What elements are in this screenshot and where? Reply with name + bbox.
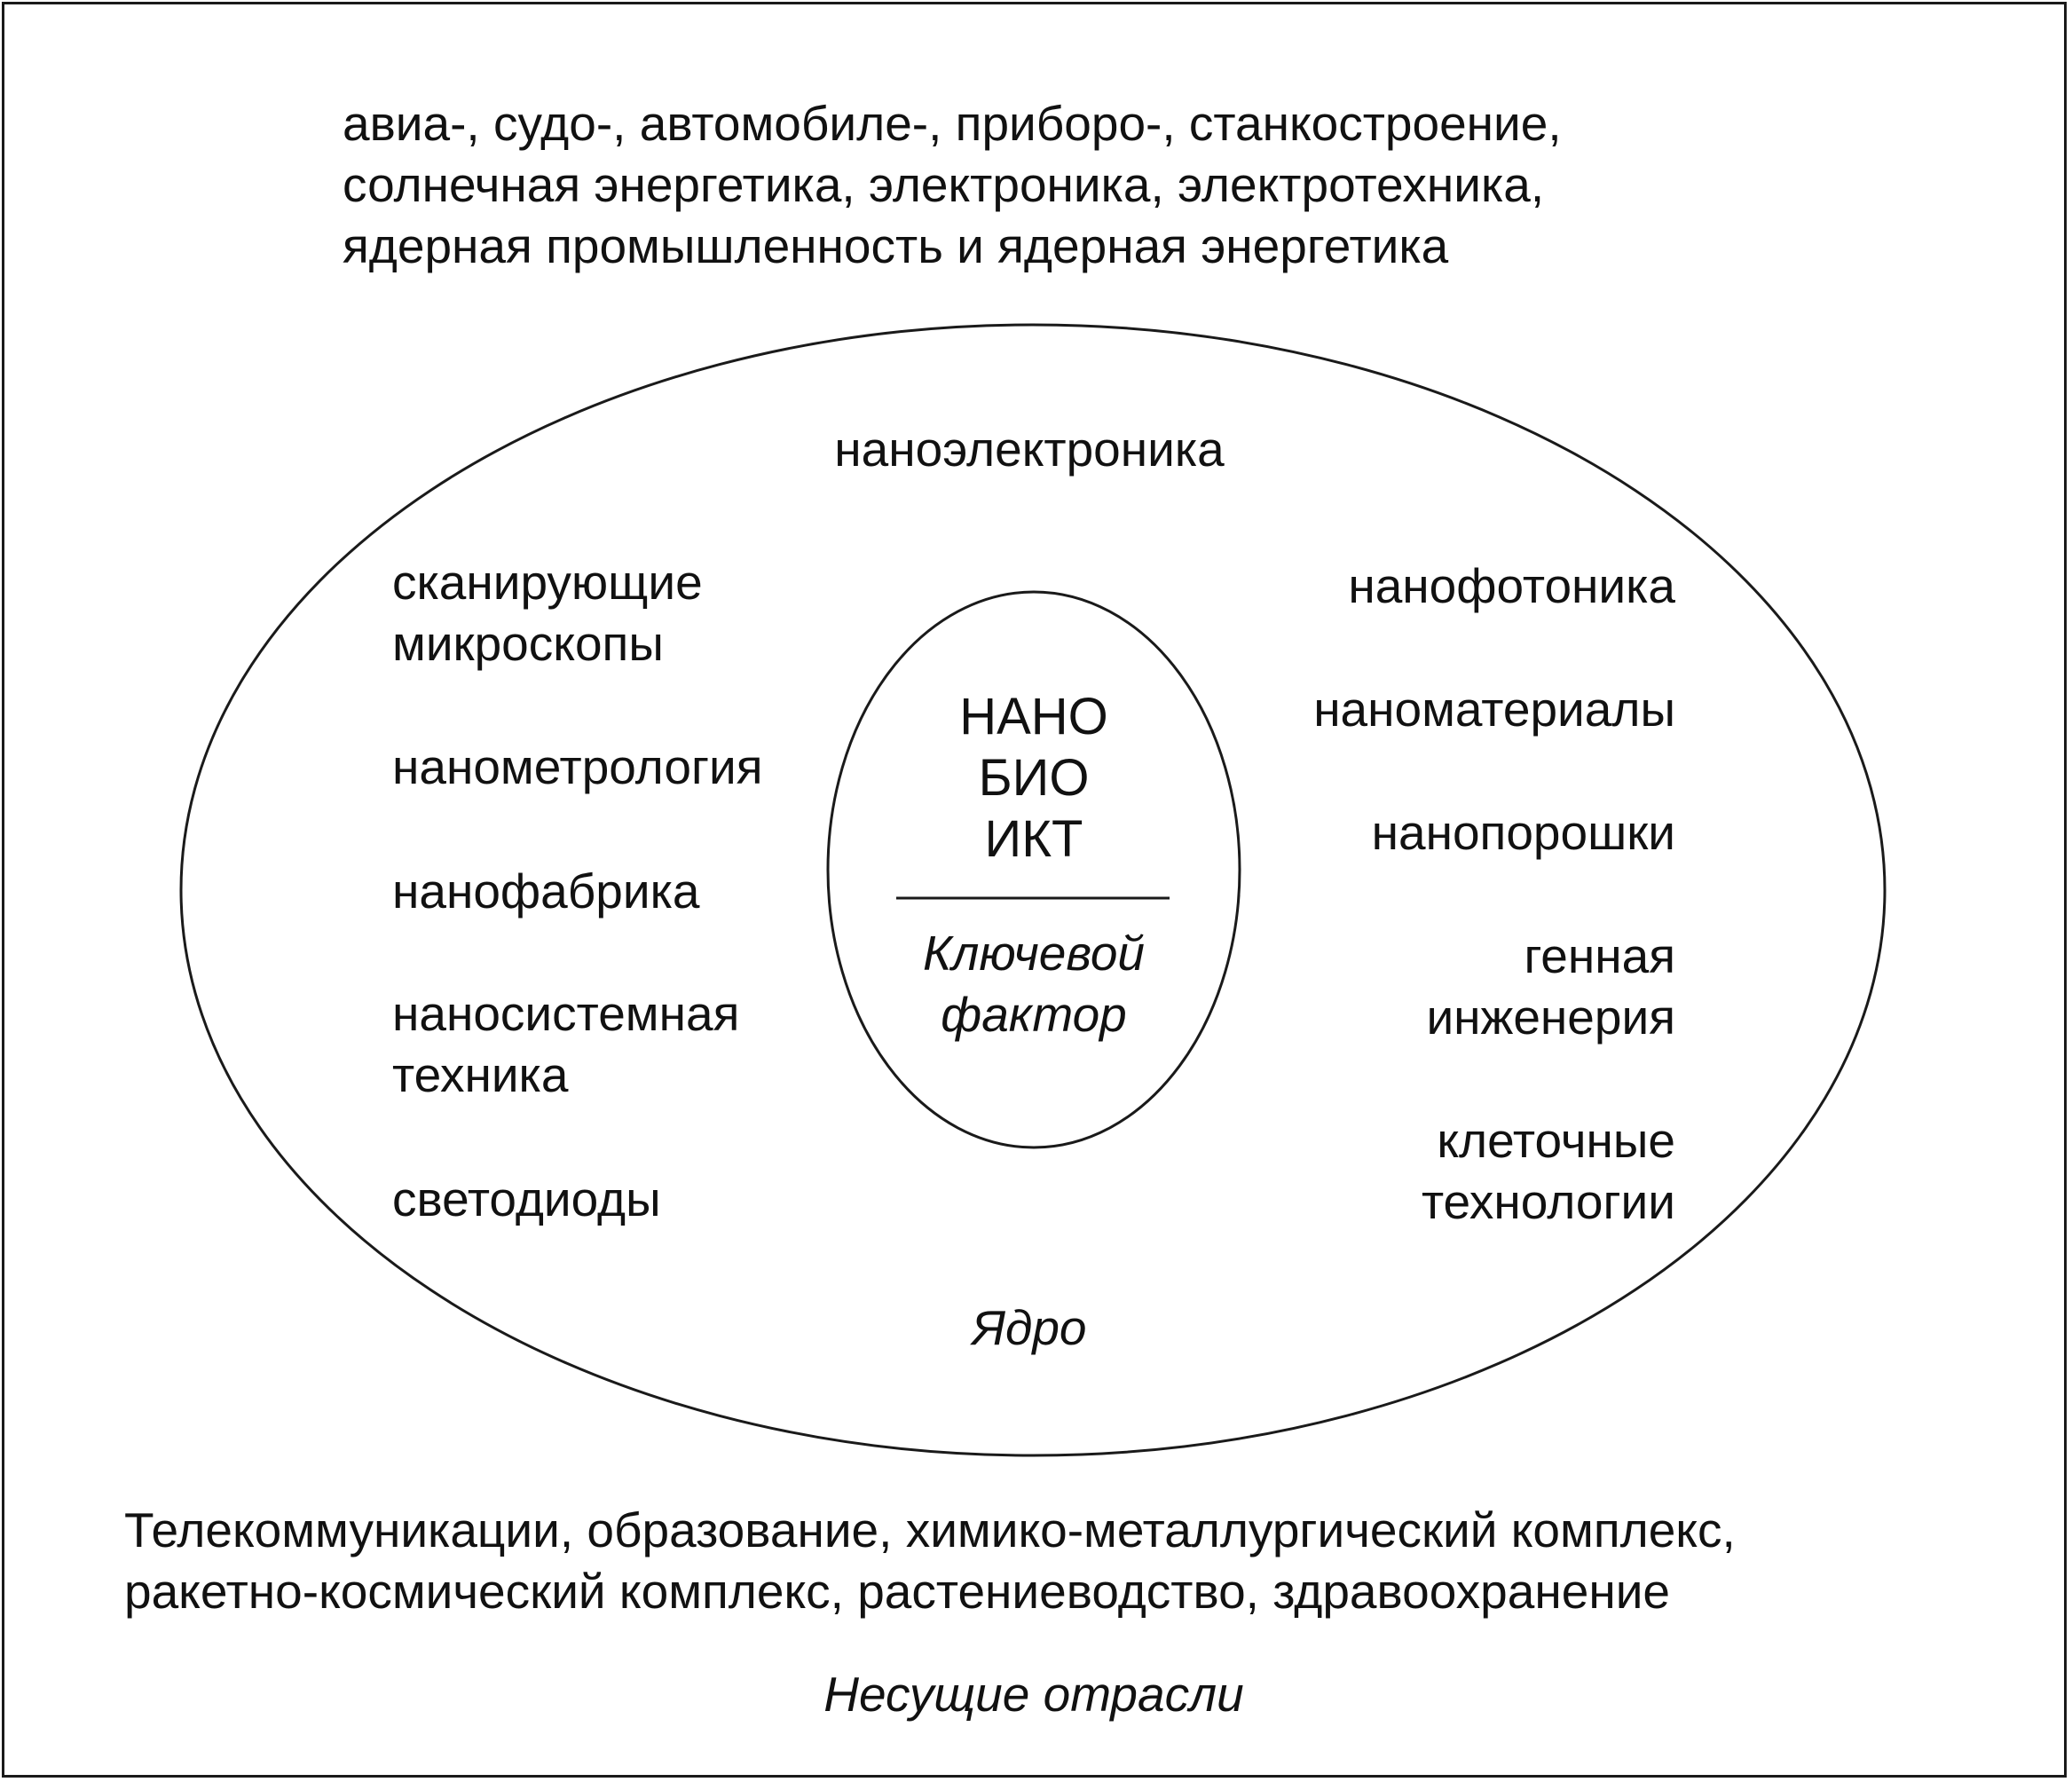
key-factor-term: НАНО: [959, 688, 1108, 745]
core-item-nanometrology: нанометрология: [392, 739, 763, 794]
outer-industries-line: солнечная энергетика, электроника, электротехника,: [343, 157, 1545, 212]
core-item-line: инженерия: [1426, 990, 1675, 1045]
core-item-nanoelectronics: наноэлектроника: [834, 422, 1225, 477]
core-item-line: генная: [1524, 928, 1675, 983]
core-item-nanofactory: нанофабрика: [392, 863, 700, 919]
core-item-line: микроскопы: [392, 616, 664, 671]
core-item-line: техника: [392, 1047, 569, 1102]
core-item-nanosystem-technology: [392, 983, 739, 1106]
core-label: Ядро: [972, 1300, 1087, 1355]
key-factor-label-line: Ключевой: [922, 926, 1146, 981]
core-item-genetic-engineering: [1143, 926, 1675, 1048]
core-item-nanophotonics: нанофотоника: [1348, 558, 1675, 613]
key-factor-term: ИКТ: [984, 810, 1083, 868]
outer-industries-line: авиа-, судо-, автомобиле-, приборо-, станкостроение,: [343, 96, 1562, 151]
key-factor-label: [856, 923, 1211, 1045]
key-factor-ellipse: [828, 592, 1240, 1147]
outer-industries-text: [343, 93, 1562, 277]
core-item-line: сканирующие: [392, 555, 703, 610]
key-factor-term: БИО: [978, 749, 1090, 807]
core-item-line: клеточные: [1437, 1113, 1675, 1168]
core-item-line: технологии: [1421, 1174, 1675, 1229]
core-item-line: наносистемная: [392, 986, 740, 1041]
core-item-leds: светодиоды: [392, 1171, 661, 1226]
key-factor-terms: [856, 686, 1211, 870]
core-item-nanopowders: нанопорошки: [1371, 805, 1675, 860]
core-item-nanomaterials: наноматериалы: [1313, 682, 1675, 737]
key-factor-label-line: фактор: [941, 987, 1127, 1042]
outer-industries-line: ядерная промышленность и ядерная энергетика: [343, 218, 1449, 273]
carrier-industries-label: Несущие отрасли: [823, 1667, 1244, 1722]
carrier-industries-line: Телекоммуникации, образование, химико-металлургический комплекс,: [124, 1502, 1736, 1557]
carrier-industries-line: ракетно-космический комплекс, растениеводство, здравоохранение: [124, 1564, 1671, 1619]
core-item-scanning-microscopes: [392, 552, 703, 674]
carrier-industries-text: [124, 1500, 1736, 1622]
core-item-cell-technologies: [1143, 1110, 1675, 1233]
